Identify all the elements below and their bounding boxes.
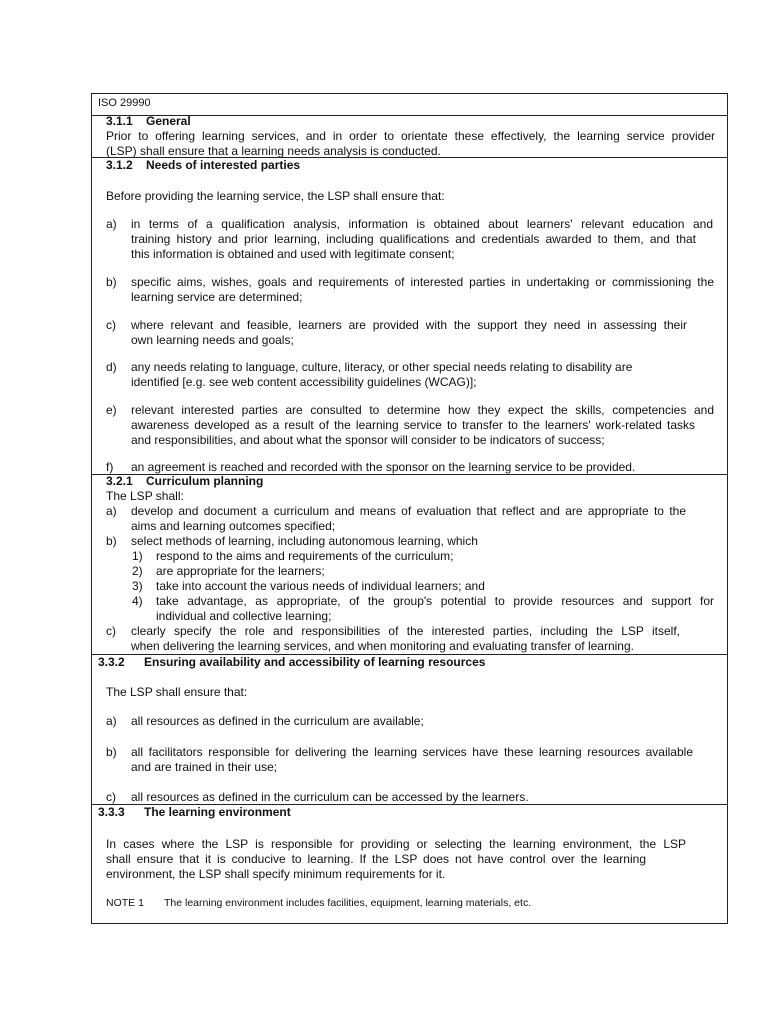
section-3-3-2: [92, 654, 727, 805]
sublist-marker: 3): [132, 579, 143, 593]
section-number: 3.1.1: [106, 114, 133, 128]
section-title: Curriculum planning: [146, 474, 264, 488]
list-item-line: select methods of learning, including autonomous learning, which: [131, 534, 478, 548]
paragraph-line: In cases where the LSP is responsible for providing or selecting the learning environment, the LSP: [106, 837, 686, 851]
intro-text: The LSP shall:: [106, 489, 184, 503]
section-title: Needs of interested parties: [146, 158, 301, 172]
list-marker: e): [106, 403, 117, 417]
standard-row: [92, 94, 727, 115]
list-item-line: in terms of a qualification analysis, information is obtained about learners' relevant education and: [131, 217, 713, 231]
section-3-1-1: [92, 115, 727, 158]
list-item-line: learning service are determined;: [131, 290, 303, 304]
iso-29990-table: [91, 93, 728, 924]
section-number: 3.3.3: [98, 805, 125, 819]
paragraph-line: environment, the LSP shall specify minimum requirements for it.: [106, 867, 446, 881]
section-number: 3.1.2: [106, 158, 133, 172]
list-item-line: where relevant and feasible, learners are provided with the support they need in assessing their: [131, 318, 687, 332]
list-item-line: develop and document a curriculum and means of evaluation that reflect and are appropriate to the: [131, 504, 686, 518]
list-marker: b): [106, 534, 117, 548]
list-item-line: relevant interested parties are consulted to determine how they expect the skills, competencies and: [131, 403, 714, 417]
section-heading: [106, 114, 191, 129]
list-item-line: specific aims, wishes, goals and requirements of interested parties in undertaking or commissioning the: [131, 275, 714, 289]
section-3-3-3: [92, 804, 727, 925]
section-title: The learning environment: [144, 805, 291, 819]
list-marker: c): [106, 790, 116, 804]
list-item-line: training history and prior learning, including qualifications and credentials awarded to them, and that: [131, 232, 696, 246]
list-marker: b): [106, 275, 117, 289]
list-marker: c): [106, 318, 116, 332]
paragraph-line: Prior to offering learning services, and in order to orientate these effectively, the learning service provider: [106, 129, 715, 143]
list-item-line: this information is obtained and used with legitimate consent;: [131, 247, 455, 261]
section-number: 3.2.1: [106, 474, 133, 488]
section-heading: [106, 158, 300, 173]
sublist-item-line: take into account the various needs of individual learners; and: [156, 579, 485, 593]
sublist-item-line: respond to the aims and requirements of the curriculum;: [156, 549, 454, 563]
list-marker: c): [106, 624, 116, 638]
list-item-line: when delivering the learning services, and when monitoring and evaluating transfer of learning.: [131, 639, 634, 653]
list-item-line: any needs relating to language, culture, literacy, or other special needs relating to disability are: [131, 360, 633, 374]
paragraph-line: (LSP) shall ensure that a learning needs analysis is conducted.: [106, 144, 441, 158]
paragraph-line: shall ensure that it is conducive to learning. If the LSP does not have control over the learning: [106, 852, 646, 866]
sublist-item-line: are appropriate for the learners;: [156, 564, 325, 578]
list-item-line: all resources as defined in the curriculum can be accessed by the learners.: [131, 790, 529, 804]
sublist-item-line: take advantage, as appropriate, of the group's potential to provide resources and support for: [156, 594, 714, 608]
list-item-line: and responsibilities, and about what the sponsor will consider to be indicators of success;: [131, 433, 605, 447]
section-title: General: [146, 114, 191, 128]
intro-text: The LSP shall ensure that:: [106, 685, 248, 699]
section-heading: [106, 474, 263, 489]
list-item-line: own learning needs and goals;: [131, 333, 294, 347]
list-marker: a): [106, 217, 117, 231]
list-marker: a): [106, 504, 117, 518]
list-item-line: and are trained in their use;: [131, 760, 278, 774]
note-text: The learning environment includes facilities, equipment, learning materials, etc.: [164, 897, 532, 909]
sublist-item-line: individual and collective learning;: [156, 609, 332, 623]
section-heading: [98, 805, 291, 820]
list-item-line: awareness developed as a result of the learning service to transfer to the learners' work-related tasks: [131, 418, 695, 432]
list-marker: a): [106, 714, 117, 728]
list-marker: d): [106, 360, 117, 374]
note: [106, 896, 531, 911]
list-item-line: clearly specify the role and responsibilities of the interested parties, including the LSP itself,: [131, 624, 680, 638]
list-marker: b): [106, 745, 117, 759]
note-label: NOTE 1: [106, 897, 144, 909]
section-3-2-1: [92, 474, 727, 655]
sublist-marker: 4): [132, 594, 143, 608]
list-item-line: all facilitators responsible for delivering the learning services have these learning resources available: [131, 745, 693, 759]
section-3-1-2: [92, 157, 727, 475]
list-item-line: all resources as defined in the curriculum are available;: [131, 714, 424, 728]
list-item-line: aims and learning outcomes specified;: [131, 519, 336, 533]
standard-title: ISO 29990: [98, 97, 151, 109]
section-number: 3.3.2: [98, 655, 125, 669]
list-item-line: identified [e.g. see web content accessibility guidelines (WCAG)];: [131, 375, 477, 389]
sublist-marker: 2): [132, 564, 143, 578]
list-marker: f): [106, 460, 114, 474]
section-title: Ensuring availability and accessibility of learning resources: [144, 655, 486, 669]
section-heading: [98, 655, 485, 670]
intro-text: Before providing the learning service, the LSP shall ensure that:: [106, 189, 445, 203]
sublist-marker: 1): [132, 549, 143, 563]
list-item-line: an agreement is reached and recorded with the sponsor on the learning service to be provided.: [131, 460, 636, 474]
